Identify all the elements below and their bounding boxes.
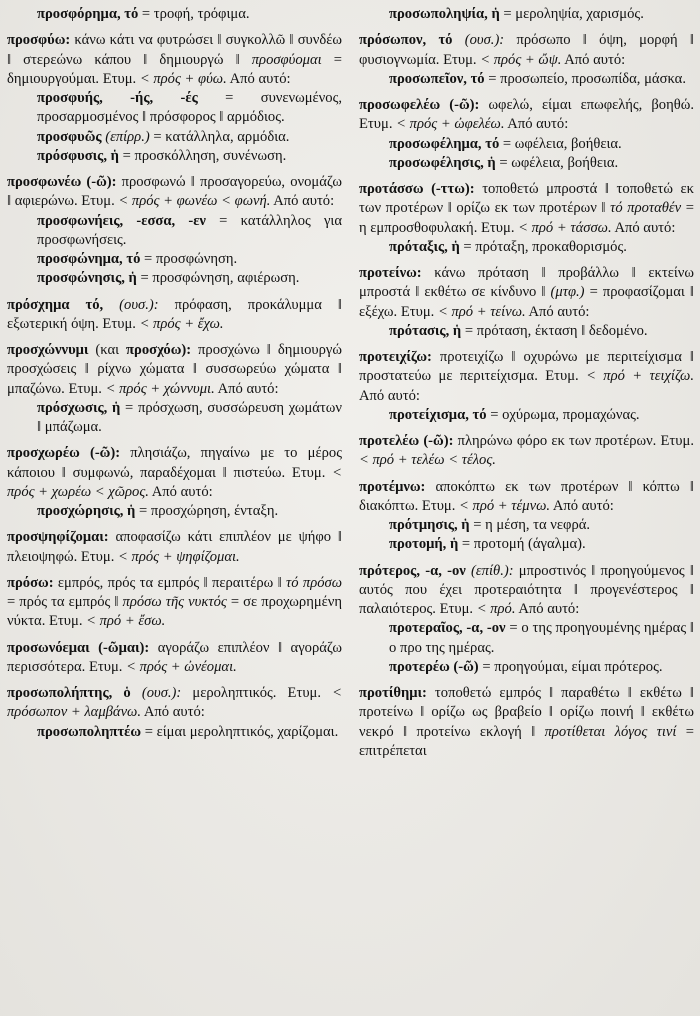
definition-text: προτειχίζω ‖ οχυρώνω με περιτείχισμα ‖ προστατεύω με περιτείχισμα. Ετυμ. xyxy=(359,349,694,385)
italic-ref: < πρό + τειχίζω. xyxy=(586,368,694,385)
definition-text: προσχώνω ‖ δημιουργώ προσχώσεις ‖ ρίχνω χώματα ‖ συσσωρεύω χώματα ‖ μπαζώνω. Ετυμ. xyxy=(7,342,342,397)
definition-text: τοποθετώ μπροστά ‖ τοποθετώ εκ των προτέρων ‖ ορίζω εκ των προτέρων ‖ xyxy=(359,181,694,217)
definition-text: Από αυτό: xyxy=(550,497,614,514)
definition-text: = προσχώρηση, ένταξη. xyxy=(135,503,279,519)
dictionary-entry xyxy=(7,173,342,212)
definition-text: αποκόπτω εκ των προτέρων ‖ κόπτω ‖ διακόπτω. Ετυμ. xyxy=(359,478,694,514)
sub-entry xyxy=(37,212,342,251)
italic-ref: (επίθ.): xyxy=(471,562,514,579)
headword: προσωφέλησις, ἡ xyxy=(389,154,496,171)
italic-ref: < πρός + φωνέω < φωνή. xyxy=(118,193,271,210)
headword: προσφυής, -ής, -ές xyxy=(37,90,198,106)
headword: προτέμνω: xyxy=(359,478,426,495)
italic-ref: < πρός + φύω. xyxy=(139,70,227,87)
italic-ref: < πρό + τείνω. xyxy=(437,303,526,320)
italic-ref: προτίθεται λόγος τινί xyxy=(544,723,677,740)
sub-entry xyxy=(37,147,342,166)
definition-text: πρόσωπο ‖ όψη, μορφή ‖ φυσιογνωμία. Ετυμ. xyxy=(359,32,694,68)
definition-text: Από αυτό: xyxy=(270,193,335,210)
definition-text: προσφωνώ ‖ προσαγορεύω, ονομάζω ‖ αφιερώνω. Ετυμ. xyxy=(7,174,342,210)
sub-entry xyxy=(37,89,342,128)
sub-entry xyxy=(37,128,342,147)
italic-ref: (ουσ.): xyxy=(119,296,159,313)
dictionary-entry xyxy=(359,432,694,471)
headword: πρόσφυσις, ἡ xyxy=(37,147,119,164)
headword: πρόσω: xyxy=(7,574,54,591)
definition-text: = πρόταξη, προκαθορισμός. xyxy=(459,238,627,255)
italic-ref: (μτφ.) xyxy=(550,284,585,301)
headword: πρότασις, ἡ xyxy=(389,322,462,339)
italic-ref: < πρός + ἔχω. xyxy=(139,315,224,332)
dictionary-entry xyxy=(359,684,694,761)
definition-text xyxy=(452,32,464,48)
definition-text: = επιτρέπεται xyxy=(359,723,694,759)
definition-text: = δημιουργούμαι. Ετυμ. xyxy=(7,51,342,87)
sub-entry xyxy=(37,5,342,24)
italic-ref: < πρό + τελέω < τέλος. xyxy=(359,452,496,469)
sub-entry xyxy=(37,723,342,742)
italic-ref: πρόσω τῆς νυκτός xyxy=(122,594,227,610)
definition-text: Από αυτό: xyxy=(611,219,676,236)
definition-text: = προηγούμαι, είμαι πρότερος. xyxy=(478,658,663,675)
definition-text: εμπρός, πρός τα εμπρός ‖ περαιτέρω ‖ xyxy=(53,574,287,591)
italic-ref: προσφύομαι xyxy=(251,51,322,68)
headword: προτομή, ἡ xyxy=(389,536,459,553)
italic-ref: < πρός + χωρέω < χῶρος. xyxy=(7,464,342,500)
headword: προσωπολήπτης, ὁ xyxy=(7,685,131,701)
headword: προσφώνησις, ἡ xyxy=(37,270,137,287)
definition-text: = κατάλληλα, αρμόδια. xyxy=(149,128,290,145)
headword: προσωποληψία, ἡ xyxy=(389,6,500,22)
sub-entry xyxy=(389,322,694,341)
italic-ref: < πρό + τέμνω. xyxy=(459,497,551,514)
headword: προσχώρησις, ἡ xyxy=(37,503,136,519)
definition-text: = πρόταση, έκταση ‖ δεδομένο. xyxy=(461,322,648,339)
sub-entry xyxy=(389,406,694,425)
definition-text: Από αυτό: xyxy=(226,70,291,87)
italic-ref: < πρός + χώννυμι. xyxy=(105,380,215,397)
sub-entry xyxy=(389,135,694,154)
headword: προτερέω (-ῶ) xyxy=(389,658,479,675)
headword: προτεραῖος, -α, -ον xyxy=(389,620,506,637)
definition-text: Από αυτό: xyxy=(525,303,590,320)
definition-text: Από αυτό: xyxy=(141,704,205,721)
definition-text: = προτομή (άγαλμα). xyxy=(458,536,586,553)
definition-text: = προσωπείο, προσωπίδα, μάσκα. xyxy=(484,70,686,87)
definition-text: πλησιάζω, πηγαίνω με το μέρος κάποιου ‖ συμφωνώ, παραδέχομαι ‖ πιστεύω. Ετυμ. xyxy=(7,445,342,481)
sub-entry xyxy=(37,399,342,438)
dictionary-entry xyxy=(7,684,342,723)
headword: προσωποληπτέω xyxy=(37,723,142,740)
italic-ref: < πρός + ψηφίζομαι. xyxy=(118,548,240,565)
definition-text: ωφελώ, είμαι επωφελής, βοηθώ. Ετυμ. xyxy=(359,97,694,133)
dictionary-entry xyxy=(359,31,694,70)
definition-text: = προφασίζομαι ‖ εξέχω. Ετυμ. xyxy=(359,284,695,320)
definition-text: = συνενωμένος, προσαρμοσμένος ‖ πρόσφορος ‖ αρμόδιος. xyxy=(37,90,342,126)
definition-text: πληρώνω φόρο εκ των προτέρων. Ετυμ. xyxy=(453,433,694,449)
definition-text: = προσφώνηση, αφιέρωση. xyxy=(136,270,300,287)
italic-ref: < πρό + τάσσω. xyxy=(518,219,612,236)
definition-text: Από αυτό: xyxy=(214,380,279,397)
definition-text: Από αυτό: xyxy=(515,601,580,617)
headword: προσφόρημα, τό xyxy=(37,6,139,22)
sub-entry xyxy=(389,5,694,24)
headword: προσφυῶς xyxy=(37,128,102,145)
definition-text xyxy=(131,685,142,701)
italic-ref: < πρός + ὤψ. xyxy=(480,51,562,68)
sub-entry xyxy=(389,70,694,89)
dictionary-entry xyxy=(359,478,694,517)
headword: προσφύω: xyxy=(7,32,71,49)
definition-text: Από αυτό: xyxy=(504,116,569,133)
headword: προτίθημι: xyxy=(359,685,427,701)
sub-entry xyxy=(389,154,694,173)
headword: πρότμησις, ἡ xyxy=(389,517,470,533)
dictionary-entry xyxy=(7,31,342,89)
dictionary-entry xyxy=(359,180,694,238)
definition-text: μεροληπτικός. Ετυμ. xyxy=(181,685,333,701)
italic-ref: (ουσ.): xyxy=(464,32,505,49)
definition-text: Από αυτό: xyxy=(359,387,420,404)
italic-ref: (ουσ.): xyxy=(141,685,182,701)
definition-text: = πρόσχωση, συσσώρευση χωμάτων ‖ μπάζωμα. xyxy=(37,399,343,435)
italic-ref: < πρό. xyxy=(476,601,516,617)
italic-ref: < πρό + ἔσω. xyxy=(86,613,166,630)
headword: προσωπεῖον, τό xyxy=(389,70,485,87)
headword: πρόσχημα τό, xyxy=(7,296,104,313)
headword: πρόσχωσις, ἡ xyxy=(37,399,121,416)
headword: προτελέω (-ῶ): xyxy=(359,433,454,449)
definition-text: = ο της προηγουμένης ημέρας ‖ ο προ της ημέρας. xyxy=(389,620,694,656)
definition-text: = σε προχωρημένη νύκτα. Ετυμ. xyxy=(7,594,343,630)
headword: προτείνω: xyxy=(359,265,422,281)
definition-text: Από αυτό: xyxy=(561,51,626,68)
definition-text: = μεροληψία, χαρισμός. xyxy=(499,6,644,22)
definition-text: κάνω κάτι να φυτρώσει ‖ συγκολλῶ ‖ συνδέω ‖ στερεώνω κάπου ‖ δημιουργώ ‖ xyxy=(7,32,342,68)
italic-ref: < πρός + ὠνέομαι. xyxy=(126,658,237,675)
dictionary-entry xyxy=(359,96,694,135)
sub-entry xyxy=(389,619,694,658)
sub-entry xyxy=(389,516,694,535)
sub-entry xyxy=(37,502,342,521)
definition-text: = τροφή, τρόφιμα. xyxy=(138,6,250,22)
headword: προσωφελέω (-ῶ): xyxy=(359,97,480,113)
definition-text: (και xyxy=(88,342,127,358)
definition-text: αποφασίζω κάτι επιπλέον με ψήφο ‖ πλειοψηφώ. Ετυμ. xyxy=(7,529,342,565)
dictionary-entry xyxy=(7,444,342,502)
definition-text: = προσκόλληση, συνένωση. xyxy=(118,147,287,164)
definition-text: = προσφώνηση. xyxy=(140,251,238,267)
definition-text: = η εμπροσθοφυλακή. Ετυμ. xyxy=(359,200,695,236)
dictionary-entry xyxy=(7,574,342,632)
right-column xyxy=(359,5,694,1016)
sub-entry xyxy=(389,238,694,257)
dictionary-entry xyxy=(7,341,342,399)
definition-text: = κατάλληλος για προσφωνήσεις. xyxy=(37,212,342,248)
headword: προσχωρέω (-ῶ): xyxy=(7,445,121,462)
italic-ref: τό προταθέν xyxy=(610,200,682,217)
italic-ref: < πρόσωπον + λαμβάνω. xyxy=(7,685,343,721)
headword: προσωφέλημα, τό xyxy=(389,135,500,152)
definition-text: αγοράζω επιπλέον ‖ αγοράζω περισσότερα. Ετυμ. xyxy=(7,639,342,675)
definition-text: πρόφαση, προκάλυμμα ‖ εξωτερική όψη. Ετυμ. xyxy=(7,296,343,332)
sub-entry xyxy=(389,658,694,677)
headword: προσφωνήεις, -εσσα, -εν xyxy=(37,212,206,229)
definition-text: κάνω πρόταση ‖ προβάλλω ‖ εκτείνω μπροστά ‖ εκθέτω σε κίνδυνο ‖ xyxy=(359,265,694,301)
definition-text: = ωφέλεια, βοήθεια. xyxy=(499,135,622,152)
headword: προσχώννυμι xyxy=(7,342,89,358)
left-column xyxy=(7,5,342,1016)
definition-text xyxy=(103,297,119,313)
sub-entry xyxy=(37,250,342,269)
sub-entry xyxy=(37,269,342,288)
definition-text: μπροστινός ‖ προηγούμενος ‖ αυτός που έχει προτεραιότητα ‖ προγενέστερος ‖ παλαιότερος. Ετυμ. xyxy=(359,562,694,617)
headword: πρόσωπον, τό xyxy=(359,32,453,49)
headword: προσψηφίζομαι: xyxy=(7,529,109,546)
dictionary-entry xyxy=(359,264,694,322)
dictionary-entry xyxy=(359,348,694,406)
headword: προτάσσω (-ττω): xyxy=(359,181,475,197)
sub-entry xyxy=(389,535,694,554)
headword: προτειχίζω: xyxy=(359,349,432,365)
definition-text: = ωφέλεια, βοήθεια. xyxy=(495,154,619,171)
headword: προσφωνέω (-ῶ): xyxy=(7,174,117,190)
italic-ref: (επίρρ.) xyxy=(105,128,150,145)
dictionary-entry xyxy=(7,296,342,335)
headword: προσφώνημα, τό xyxy=(37,251,141,267)
dictionary-entry xyxy=(359,562,694,620)
dictionary-entry xyxy=(7,639,342,678)
definition-text: = οχύρωμα, προμαχώνας. xyxy=(486,406,640,423)
italic-ref: τό πρόσω xyxy=(286,574,342,591)
definition-text: Από αυτό: xyxy=(148,483,213,500)
headword: πρότερος, -α, -ον xyxy=(359,562,466,579)
dictionary-entry xyxy=(7,528,342,567)
definition-text: τοποθετώ εμπρός ‖ παραθέτω ‖ εκθέτω ‖ προτείνω ‖ ορίζω ως βραβείο ‖ ορίζω ποινή ‖ εκθέτω νεκρό ‖ προτείνω εκλογή ‖ xyxy=(359,685,694,740)
headword: προσωνόεμαι (-ῶμαι): xyxy=(7,639,150,656)
definition-text: = η μέση, τα νεφρά. xyxy=(469,517,591,533)
italic-ref: < πρός + ὠφελέω. xyxy=(396,116,505,133)
headword: προσχόω): xyxy=(126,342,192,358)
definition-text: = είμαι μεροληπτικός, χαρίζομαι. xyxy=(141,723,339,740)
headword: προτείχισμα, τό xyxy=(389,406,487,423)
headword: πρόταξις, ἡ xyxy=(389,238,460,255)
definition-text: = πρός τα εμπρός ‖ xyxy=(7,594,123,610)
